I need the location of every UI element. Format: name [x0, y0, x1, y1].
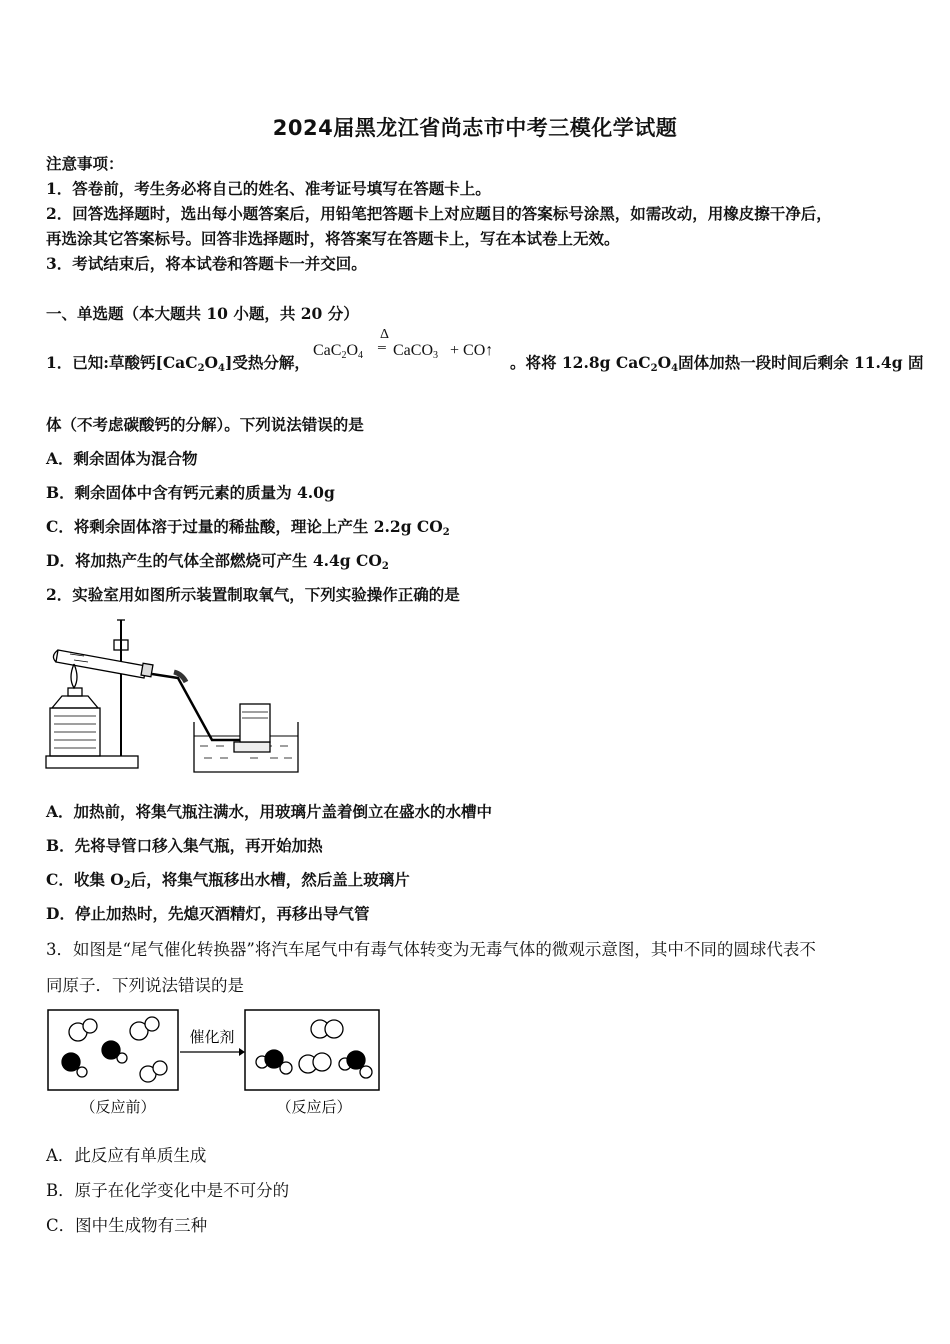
eq-reactant: $CaC_2O_4$ [313, 342, 364, 361]
q1-stem-line1 [46, 351, 310, 373]
q1-mid: ]受热分解， [225, 353, 310, 372]
section-heading: 一、单选题（本大题共 10 小题，共 20 分） [46, 304, 359, 323]
after-label: （反应后） [276, 1098, 352, 1116]
q1-o: O [204, 353, 219, 372]
notice-item-3: 3．考试结束后，将本试卷和答题卡一并交回。 [46, 254, 367, 273]
q2-option-a[interactable]: A．加热前，将集气瓶注满水，用玻璃片盖着倒立在盛水的水槽中 [46, 802, 493, 821]
oxygen-apparatus-figure [44, 612, 306, 778]
notice-item-2: 2．回答选择题时，选出每小题答案后，用铅笔把答题卡上对应题目的答案标号涂黑，如需改动，用橡皮擦干净后， [46, 204, 832, 223]
q1-option-a[interactable]: A．剩余固体为混合物 [46, 449, 198, 468]
page-title: 2024届黑龙江省尚志市中考三模化学试题 [272, 116, 678, 140]
eq-product: CaCO$_3$ [393, 342, 438, 361]
notice-heading: 注意事项： [46, 154, 124, 173]
q3-stem-line1: 3．如图是“尾气催化转换器”将汽车尾气中有毒气体转变为无毒气体的微观示意图，其中不同的圆球代表不 [46, 940, 816, 959]
q1-option-c[interactable]: C．将剩余固体溶于过量的稀盐酸，理论上产生 2.2g $CO_2$ [46, 517, 450, 538]
q2-stem: 2．实验室用如图所示装置制取氧气，下列实验操作正确的是 [46, 585, 460, 604]
q1-option-d[interactable]: D．将加热产生的气体全部燃烧可产生 4.4g $CO_2$ [46, 551, 389, 572]
q3-option-b[interactable]: B．原子在化学变化中是不可分的 [46, 1181, 290, 1200]
before-label: （反应前） [80, 1098, 156, 1116]
eq-equals-sign: ═ [378, 342, 386, 354]
q2-option-b[interactable]: B．先将导管口移入集气瓶，再开始加热 [46, 836, 323, 855]
catalyst-label: 催化剂 [189, 1028, 235, 1046]
q3-option-c[interactable]: C．图中生成物有三种 [46, 1216, 208, 1235]
reaction-equation [313, 327, 513, 364]
q1-stem-line2: 体（不考虑碳酸钙的分解）。下列说法错误的是 [46, 415, 364, 434]
q2-option-d[interactable]: D．停止加热时，先熄灭酒精灯，再移出导气管 [46, 904, 370, 923]
eq-condition-delta: Δ [380, 327, 390, 342]
eq-product-gas: + CO↑ [450, 342, 494, 359]
catalytic-converter-diagram [44, 1004, 384, 1122]
q1-sub: 4 [218, 363, 226, 374]
q1-sub: 2 [197, 363, 205, 374]
q1-prefix: 1．已知:草酸钙[CaC [46, 353, 198, 372]
after-box [245, 1010, 379, 1090]
notice-item-2-cont: 再选涂其它答案标号。回答非选择题时，将答案写在答题卡上，写在本试卷上无效。 [46, 229, 620, 248]
q3-option-a[interactable]: A．此反应有单质生成 [46, 1146, 207, 1165]
q3-stem-line2: 同原子．下列说法错误的是 [46, 976, 244, 995]
notice-item-1: 1．答卷前，考生务必将自己的姓名、准考证号填写在答题卡上。 [46, 179, 491, 198]
q1-stem-line1-end: 。将将 12.8g $CaC_2O_4$固体加热一段时间后剩余 11.4g 固 [510, 353, 924, 374]
q1-option-b[interactable]: B．剩余固体中含有钙元素的质量为 4.0g [46, 483, 335, 502]
q2-option-c[interactable]: C．收集 $O_2$后，将集气瓶移出水槽，然后盖上玻璃片 [46, 870, 410, 891]
